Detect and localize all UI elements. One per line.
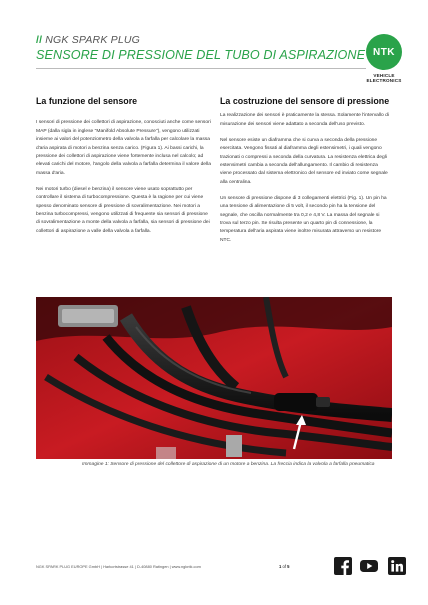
paragraph: Nei motori turbo (diesel e benzina) il sensore viene usato soprattutto per controllare il sistema di turbocompressione. Questa è la ragione per cui viene spesso denominato sensore di pressione di sovralimentazione. Nei motori a benzina turbocompressi, vengono utilizzati di frequente sia sensori di pressione di sovralimentazione a monte della valvola a farfalla, sia sensori di pressione dei collettori di aspirazione a valle della valvola a farfalla. — [36, 186, 210, 234]
logo-subtitle — [360, 73, 408, 84]
logo-subtitle-line2: ELECTRONICS — [366, 78, 402, 84]
right-column — [220, 96, 390, 253]
page-number — [279, 564, 290, 569]
paragraph: I sensori di pressione dei collettori di aspirazione, conosciuti anche come sensori MAP (dalla sigla in inglese "Manifold Absolute Pressure"), vengono utilizzati insieme ai valori del potenziometro della valvola a farfalla per calcolare la massa d'aria aspirata di motori a benzina senza carico. (Figura 1). Ai bassi carichi, la pressione dei collettori di aspirazione viene fortemente inclusa nel calcolo; ad elevati carichi del motore, l'angolo della valvola a farfalla determina il valore della massa d'aria. — [36, 120, 211, 176]
brand-slash-mark: // — [36, 34, 43, 46]
ntk-logo-badge — [366, 34, 402, 70]
header-divider — [36, 68, 366, 69]
paragraph: La realizzazione dei sensori è praticamente la stessa. Solamente l'intervallo di misurazione dei sensori viene adattato a seconda dell'uso previsto. — [220, 113, 389, 127]
paragraph: Nel sensore esiste un diaframma che si curva a seconda della pressione esercitata. Vengono fissati al diaframma degli estensimetri, i quali vengono trazionati o compressi a seconda della curvatura. La resistenza elettrica degli estensimetri cambia a seconda dell'allungamento. Il cambio di resistenza viene processato dal sistema elettronico del sensore ed inviato come segnale alla centralina. — [220, 137, 388, 185]
ntk-logo — [360, 34, 408, 84]
page-current: 1 — [279, 564, 282, 569]
youtube-icon[interactable] — [360, 557, 378, 575]
section-heading-function: La funzione del sensore — [36, 96, 138, 106]
footer-company-info: NGK SPARK PLUG EUROPE GmbH | Harkortstrasse 41 | D-40880 Ratingen | www.ngkntk.com — [36, 564, 201, 569]
page-separator: of — [281, 564, 288, 569]
brand-name: NGK SPARK PLUG — [45, 34, 141, 46]
brand-line — [36, 34, 366, 46]
figure-caption: Immagine 1: Sensore di pressione del collettore di aspirazione di un motore a benzina. La freccia indica la valvola a farfalla pneumatica — [82, 462, 375, 467]
paragraph: Un sensore di pressione dispone di 3 collegamenti elettrici (Fig. 1). Un pin ha una tensione di alimentazione di 5 volt, il secondo pin ha la tensione del segnale, che oscilla normalmente tra 0,2 e 4,8 V. La massa del segnale si trova sul terzo pin. Se risulta presente un quarto pin di connessione, la temperatura dell'aria aspirata viene inoltre misurata attraverso un resistore NTC. — [220, 195, 387, 243]
document-header — [36, 34, 366, 62]
engine-photo — [36, 297, 392, 459]
page-total: 5 — [287, 564, 290, 569]
logo-subtitle-line1: VEHICLE — [373, 73, 395, 78]
facebook-icon[interactable] — [334, 557, 352, 575]
document-title: SENSORE DI PRESSIONE DEL TUBO DI ASPIRAZIONE — [36, 48, 366, 62]
linkedin-icon[interactable] — [388, 557, 406, 575]
engine-photo-illustration — [36, 297, 392, 459]
logo-name: NTK — [372, 46, 396, 58]
section-heading-construction: La costruzione del sensore di pressione — [220, 96, 390, 106]
left-column — [36, 96, 212, 244]
